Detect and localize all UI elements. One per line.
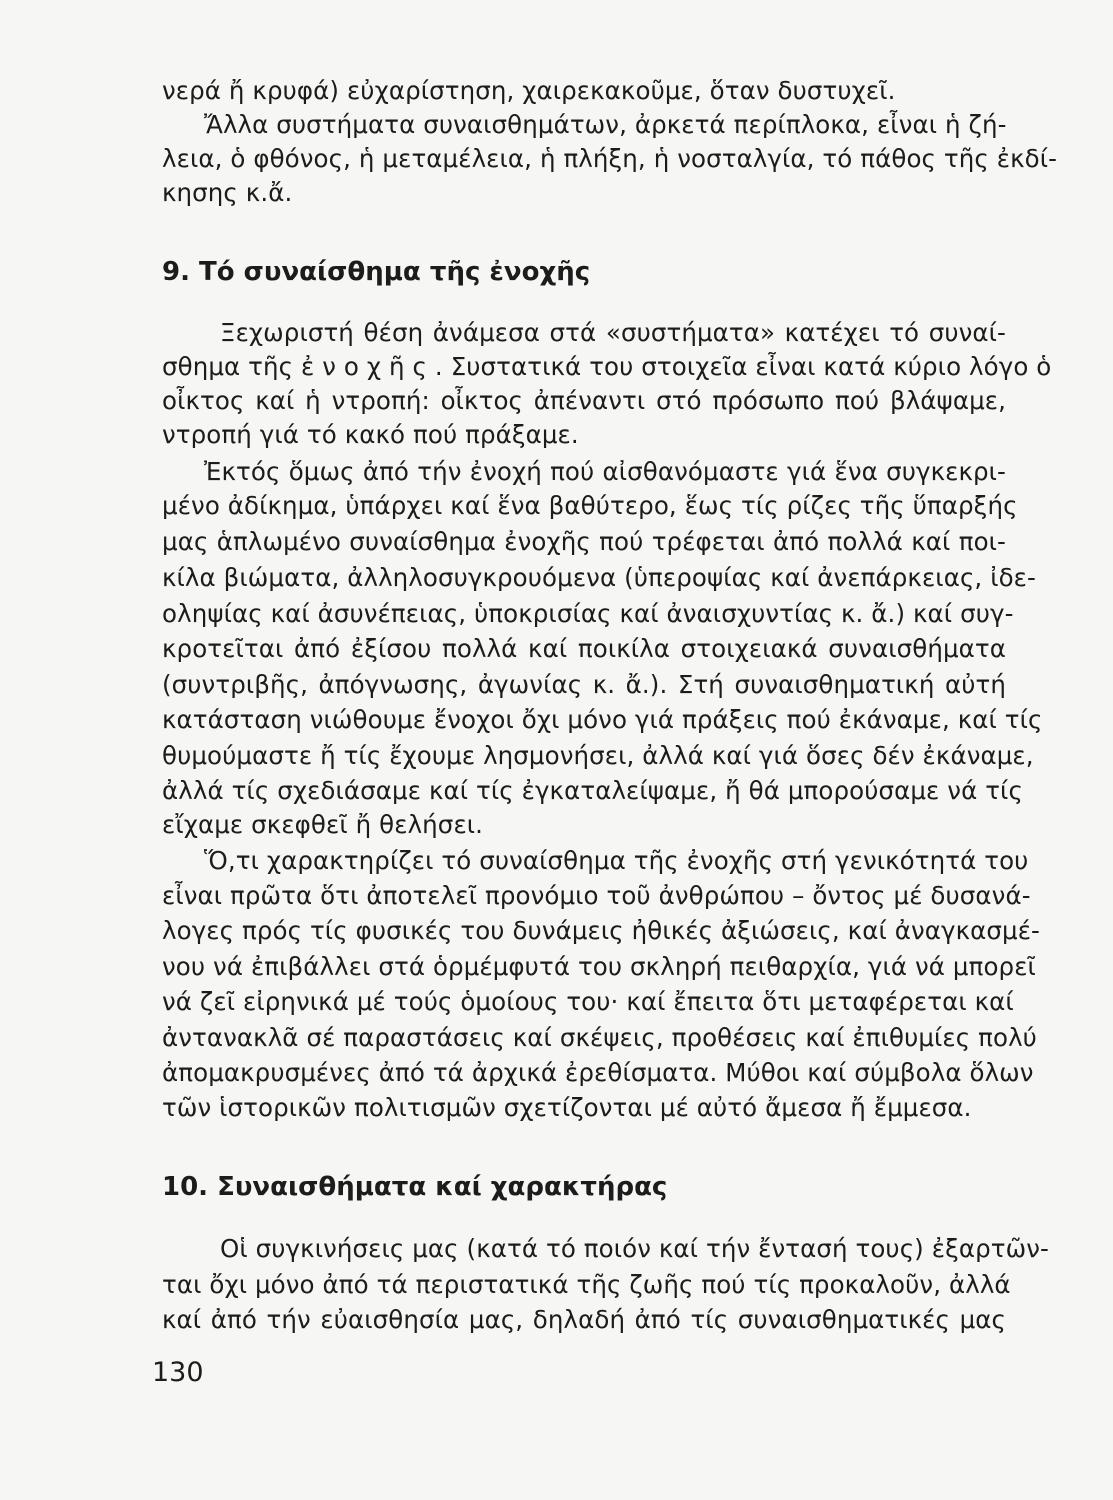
text-line: Ἐκτός ὅμως ἀπό τήν ἐνοχή πού αἰσθανόμαστε γιά ἕνα συγκεκρι- [204, 457, 1006, 486]
text-line: ἀπομακρυσμένες ἀπό τά ἀρχικά ἐρεθίσματα. Μύθοι καί σύμβολα ὅλων [162, 1058, 1034, 1087]
text-line: μένο ἀδίκημα, ὑπάρχει καί ἕνα βαθύτερο, ἕως τίς ρίζες τῆς ὕπαρξής [162, 491, 1018, 520]
text-line: θυμούμαστε ἤ τίς ἔχουμε λησμονήσει, ἀλλά καί γιά ὅσες δέν ἐκάναμε, [162, 741, 1034, 770]
text-line: ἀντανακλᾶ σέ παραστάσεις καί σκέψεις, προθέσεις καί ἐπιθυμίες πολύ [162, 1023, 1037, 1052]
text-line: οληψίας καί ἀσυνέπειας, ὑποκρισίας καί ἀναισχυντίας κ. ἄ.) καί συγ- [162, 599, 1014, 628]
text-line: Ἄλλα συστήματα συναισθημάτων, ἀρκετά περίπλοκα, εἶναι ἡ ζή- [204, 110, 1007, 139]
text-line: λεια, ὁ φθόνος, ἡ μεταμέλεια, ἡ πλήξη, ἡ νοσταλγία, τό πάθος τῆς ἐκδί- [162, 144, 1058, 173]
section-heading: 10. Συναισθήματα καί χαρακτήρας [162, 1172, 668, 1202]
text-line: οἶκτος καί ἡ ντροπή: οἶκτος ἀπέναντι στό πρόσωπο πού βλάψαμε, [162, 386, 1006, 415]
text-line: ἀλλά τίς σχεδιάσαμε καί τίς ἐγκαταλείψαμε, ἤ θά μπορούσαμε νά τίς [162, 776, 1023, 805]
section-heading: 9. Τό συναίσθημα τῆς ἐνοχῆς [162, 257, 591, 287]
text-line: καί ἀπό τήν εὐαισθησία μας, δηλαδή ἀπό τίς συναισθηματικές μας [162, 1305, 1006, 1334]
text-line: ντροπή γιά τό κακό πού πράξαμε. [162, 420, 579, 449]
text-line: (συντριβῆς, ἀπόγνωσης, ἀγωνίας κ. ἄ.). Στή συναισθηματική αὐτή [162, 670, 1006, 699]
text-line: λογες πρός τίς φυσικές του δυνάμεις ἠθικές ἀξιώσεις, καί ἀναγκασμέ- [162, 916, 1040, 945]
text-line: σθημα τῆς ἐ ν ο χ ῆ ς . Συστατικά του στοιχεῖα εἶναι κατά κύριο λόγο ὁ [162, 352, 1052, 381]
text-line: Οἱ συγκινήσεις μας (κατά τό ποιόν καί τήν ἔντασή τους) ἐξαρτῶν- [220, 1234, 1049, 1263]
text-line: κίλα βιώματα, ἀλληλοσυγκρουόμενα (ὑπεροψίας καί ἀνεπάρκειας, ἰδε- [162, 563, 1036, 592]
text-line: τῶν ἱστορικῶν πολιτισμῶν σχετίζονται μέ αὐτό ἄμεσα ἤ ἔμμεσα. [162, 1093, 972, 1122]
text-line: εἴχαμε σκεφθεῖ ἤ θελήσει. [162, 810, 484, 839]
text-line: νερά ἤ κρυφά) εὐχαρίστηση, χαιρεκακοῦμε, ὅταν δυστυχεῖ. [162, 76, 896, 105]
text-line: μας ἁπλωμένο συναίσθημα ἐνοχῆς πού τρέφεται ἀπό πολλά καί ποι- [162, 527, 1006, 556]
text-line: κησης κ.ἄ. [162, 178, 293, 207]
text-line: νου νά ἐπιβάλλει στά ὁρμέμφυτά του σκληρή πειθαρχία, γιά νά μπορεῖ [162, 952, 1036, 981]
text-line: εἶναι πρῶτα ὅτι ἀποτελεῖ προνόμιο τοῦ ἀνθρώπου – ὄντος μέ δυσανά- [162, 881, 1031, 910]
text-line: κατάσταση νιώθουμε ἔνοχοι ὄχι μόνο γιά πράξεις πού ἐκάναμε, καί τίς [162, 705, 1043, 734]
page-number: 130 [152, 1357, 204, 1388]
text-line: νά ζεῖ εἰρηνικά μέ τούς ὁμοίους του· καί ἔπειτα ὅτι μεταφέρεται καί [162, 987, 1014, 1016]
text-line: κροτεῖται ἀπό ἐξίσου πολλά καί ποικίλα στοιχειακά συναισθήματα [162, 634, 1006, 663]
text-line: Ξεχωριστή θέση ἀνάμεσα στά «συστήματα» κατέχει τό συναί- [220, 318, 1006, 347]
text-line: ται ὄχι μόνο ἀπό τά περιστατικά τῆς ζωῆς πού τίς προκαλοῦν, ἀλλά [162, 1270, 1011, 1299]
text-line: Ὅ,τι χαρακτηρίζει τό συναίσθημα τῆς ἐνοχῆς στή γενικότητά του [204, 846, 1029, 875]
